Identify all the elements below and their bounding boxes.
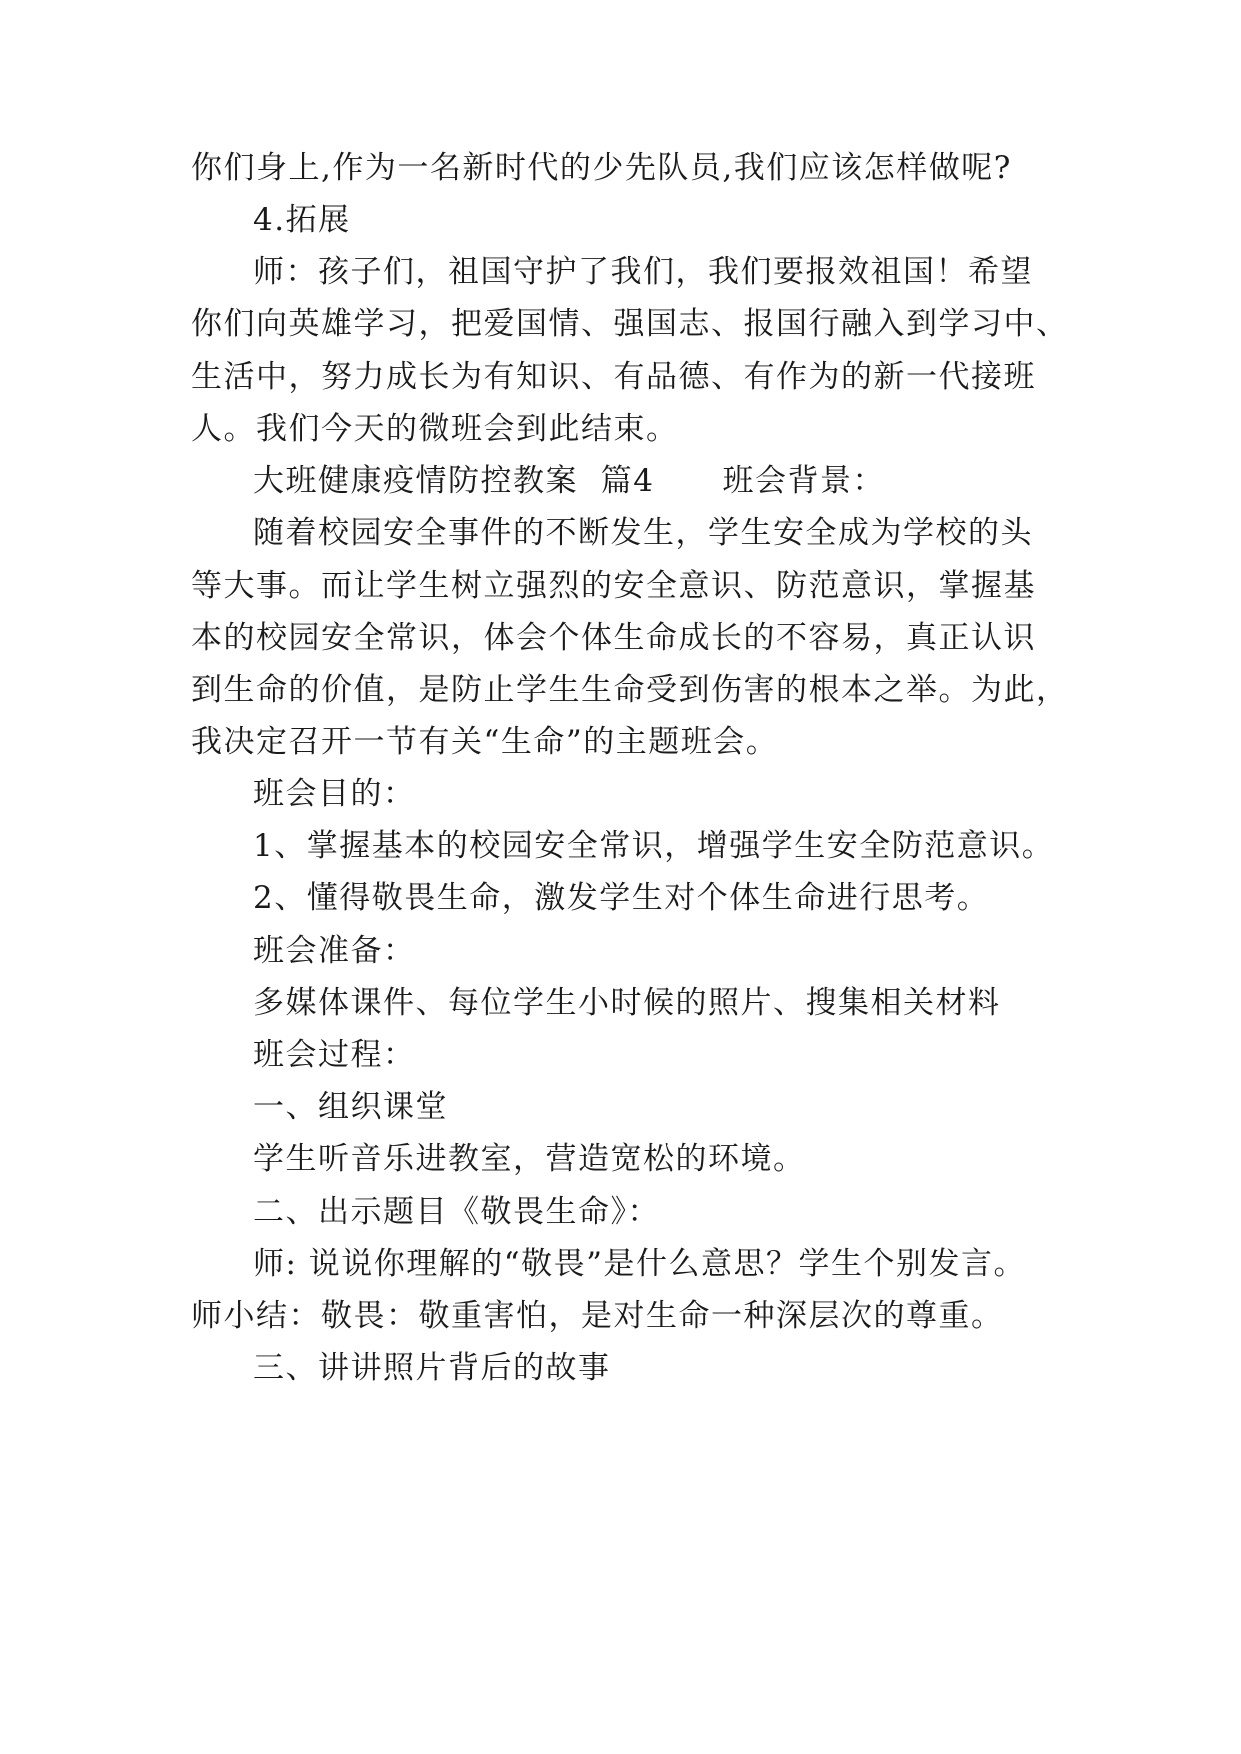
body-line: 生活中，努力成长为有知识、有品德、有作为的新一代接班 [191,359,1036,395]
body-line: 人。我们今天的微班会到此结束。 [191,411,679,447]
article-title-line: 大班健康疫情防控教案 篇4 班会背景： [253,463,886,499]
body-line: 师: 说说你理解的“敬畏”是什么意思？学生个别发言。 [253,1246,1026,1282]
body-line: 师小结：敬畏：敬重害怕，是对生命一种深层次的尊重。 [191,1298,1004,1334]
body-line: 等大事。而让学生树立强烈的安全意识、防范意识，掌握基 [191,568,1036,604]
section-heading: 4.拓展 [253,202,351,238]
body-line: 本的校园安全常识，体会个体生命成长的不容易，真正认识 [191,620,1036,656]
body-line: 我决定召开一节有关“生命”的主题班会。 [191,724,779,760]
body-line: 师：孩子们，祖国守护了我们，我们要报效祖国！希望 [253,254,1033,290]
body-line: 学生听音乐进教室，营造宽松的环境。 [253,1141,806,1177]
list-item: 1、掌握基本的校园安全常识，增强学生安全防范意识。 [253,828,1055,864]
list-item: 2、懂得敬畏生命，激发学生对个体生命进行思考。 [253,880,990,916]
section-heading: 班会准备： [253,933,416,969]
body-line: 你们身上,作为一名新时代的少先队员,我们应该怎样做呢? [191,150,1012,186]
body-line: 到生命的价值，是防止学生生命受到伤害的根本之举。为此， [191,672,1069,708]
section-heading: 班会目的： [253,776,416,812]
body-line: 多媒体课件、每位学生小时候的照片、搜集相关材料 [253,985,1001,1021]
body-line: 随着校园安全事件的不断发生，学生安全成为学校的头 [253,515,1033,551]
section-heading: 二、出示题目《敬畏生命》： [253,1194,660,1230]
section-heading: 班会过程： [253,1037,416,1073]
section-heading: 一、组织课堂 [253,1089,448,1125]
section-heading: 三、讲讲照片背后的故事 [253,1350,611,1386]
body-line: 你们向英雄学习，把爱国情、强国志、报国行融入到学习中、 [191,306,1069,342]
